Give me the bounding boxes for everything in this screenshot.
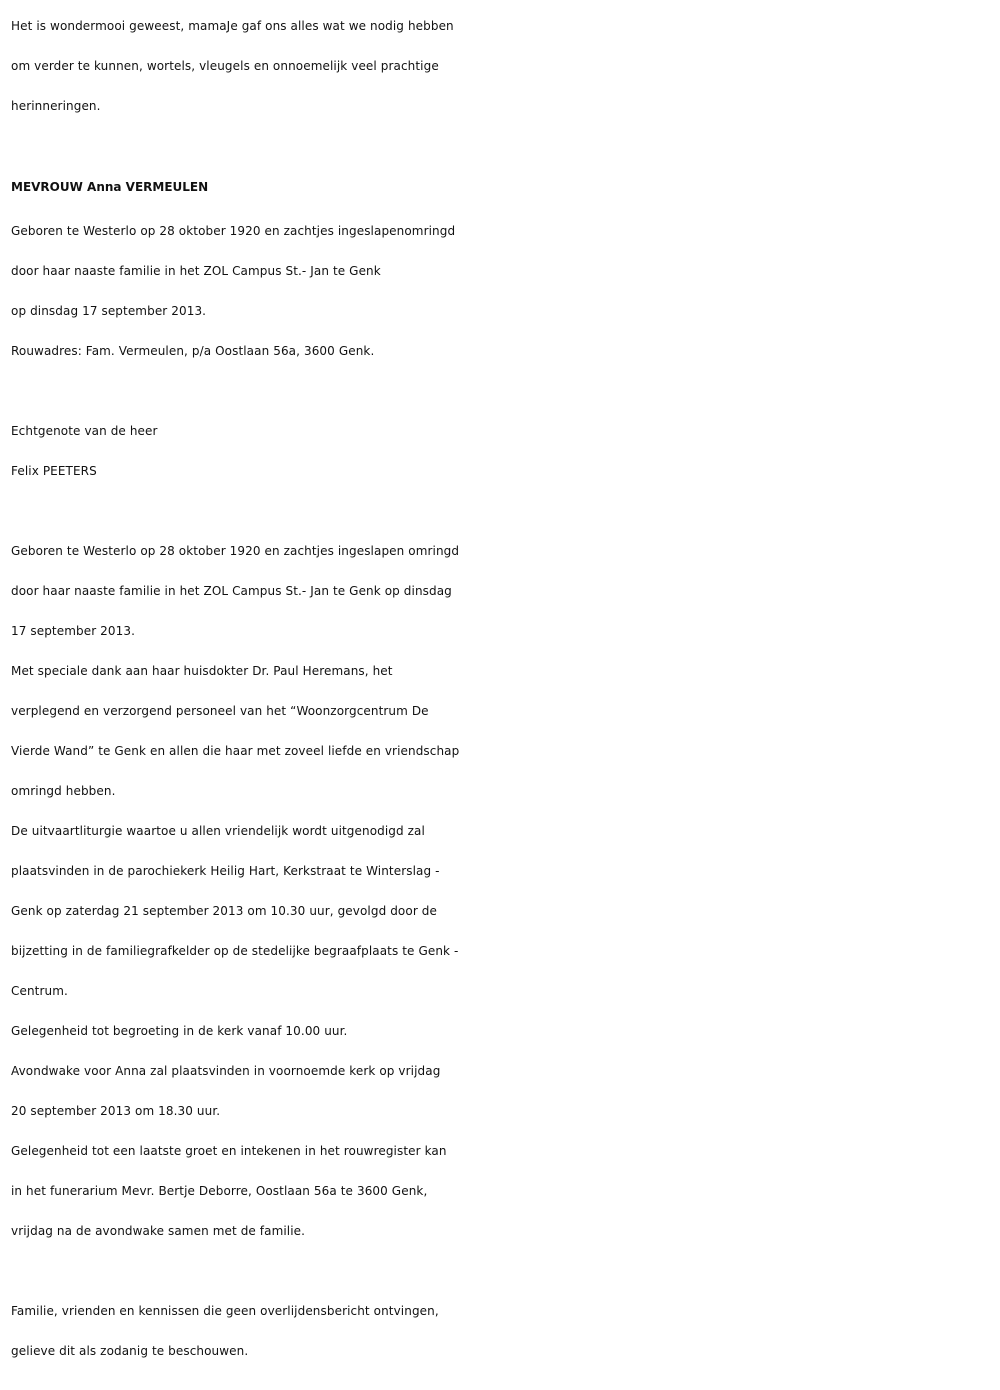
spouse-block bbox=[11, 411, 996, 491]
summary-line: op dinsdag 17 september 2013. bbox=[11, 304, 207, 318]
body-line: De uitvaartliturgie waartoe u allen vriendelijk wordt uitgenodigd zal bbox=[11, 824, 425, 838]
mourning-address: Rouwadres: Fam. Vermeulen, p/a Oostlaan 56a, 3600 Genk. bbox=[11, 344, 375, 358]
body-line: Gelegenheid tot begroeting in de kerk vanaf 10.00 uur. bbox=[11, 1024, 348, 1038]
body-line: Avondwake voor Anna zal plaatsvinden in voornoemde kerk op vrijdag bbox=[11, 1064, 441, 1078]
spouse-name: Felix PEETERS bbox=[11, 464, 97, 478]
intro-line: om verder te kunnen, wortels, vleugels en onnoemelijk veel prachtige bbox=[11, 59, 439, 73]
summary-block bbox=[11, 211, 996, 371]
closing-line: Familie, vrienden en kennissen die geen overlijdensbericht ontvingen, bbox=[11, 1304, 439, 1318]
intro-line: Het is wondermooi geweest, mamaJe gaf ons alles wat we nodig hebben bbox=[11, 19, 454, 33]
closing-note bbox=[11, 1291, 996, 1371]
body-line: bijzetting in de familiegrafkelder op de stedelijke begraafplaats te Genk - bbox=[11, 944, 459, 958]
spouse-label: Echtgenote van de heer bbox=[11, 424, 158, 438]
intro-quote bbox=[11, 6, 996, 126]
spacer bbox=[11, 1251, 996, 1291]
body-line: door haar naaste familie in het ZOL Campus St.- Jan te Genk op dinsdag bbox=[11, 584, 452, 598]
spacer bbox=[11, 371, 996, 411]
body-line: vrijdag na de avondwake samen met de familie. bbox=[11, 1224, 306, 1238]
body-line: verplegend en verzorgend personeel van het “Woonzorgcentrum De bbox=[11, 704, 429, 718]
body-line: plaatsvinden in de parochiekerk Heilig Hart, Kerkstraat te Winterslag - bbox=[11, 864, 440, 878]
spacer bbox=[11, 126, 996, 163]
intro-line: herinneringen. bbox=[11, 99, 101, 113]
body-line: Genk op zaterdag 21 september 2013 om 10.30 uur, gevolgd door de bbox=[11, 904, 437, 918]
body-line: 20 september 2013 om 18.30 uur. bbox=[11, 1104, 221, 1118]
summary-line: door haar naaste familie in het ZOL Campus St.- Jan te Genk bbox=[11, 264, 381, 278]
body-line: Vierde Wand” te Genk en allen die haar met zoveel liefde en vriendschap bbox=[11, 744, 460, 758]
summary-line: Geboren te Westerlo op 28 oktober 1920 en zachtjes ingeslapenomringd bbox=[11, 224, 456, 238]
spacer bbox=[11, 491, 996, 531]
deceased-name-heading: MEVROUW Anna VERMEULEN bbox=[11, 180, 209, 194]
body-line: 17 september 2013. bbox=[11, 624, 136, 638]
body-text bbox=[11, 531, 996, 1251]
body-line: Gelegenheid tot een laatste groet en intekenen in het rouwregister kan bbox=[11, 1144, 447, 1158]
body-line: Geboren te Westerlo op 28 oktober 1920 en zachtjes ingeslapen omringd bbox=[11, 544, 460, 558]
closing-line: gelieve dit als zodanig te beschouwen. bbox=[11, 1344, 249, 1358]
body-line: omringd hebben. bbox=[11, 784, 116, 798]
body-line: Met speciale dank aan haar huisdokter Dr. Paul Heremans, het bbox=[11, 664, 393, 678]
body-line: in het funerarium Mevr. Bertje Deborre, Oostlaan 56a te 3600 Genk, bbox=[11, 1184, 428, 1198]
obituary-notice bbox=[11, 6, 996, 1371]
body-line: Centrum. bbox=[11, 984, 68, 998]
